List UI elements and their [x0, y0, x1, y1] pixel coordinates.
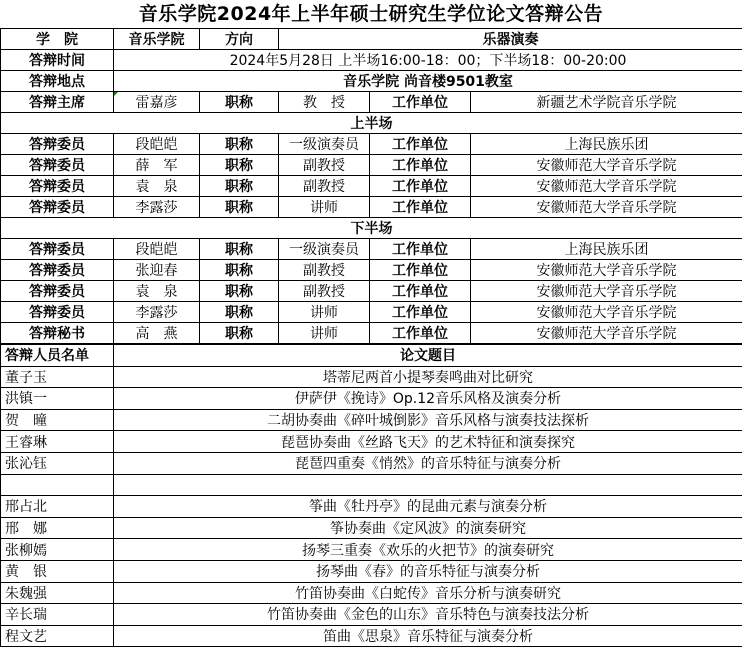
- member-unit-label: 工作单位: [370, 302, 471, 323]
- place-label: 答辩地点: [1, 71, 114, 92]
- thesis-topic: 伊萨伊《挽诗》Op.12音乐风格及演奏分析: [114, 388, 742, 410]
- student-name: 张沁钰: [1, 452, 114, 474]
- member-name: 张迎春: [114, 260, 200, 281]
- topics-heading: 论文题目: [114, 345, 742, 367]
- member-title: 副教授: [279, 260, 370, 281]
- thesis-topic: 扬琴三重奏《欢乐的火把节》的演奏研究: [114, 539, 742, 561]
- member-title: 一级演奏员: [279, 134, 370, 155]
- member-name: 李露莎: [114, 302, 200, 323]
- student-name: 黄 银: [1, 560, 114, 582]
- member-unit: 安徽师范大学音乐学院: [471, 260, 742, 281]
- member-unit: 上海民族乐团: [471, 134, 742, 155]
- student-name: 朱魏强: [1, 582, 114, 604]
- chair-unit-label: 工作单位: [370, 92, 471, 113]
- member-row: [1, 197, 742, 218]
- member-title: 副教授: [279, 155, 370, 176]
- session-heading: 上半场: [1, 113, 742, 134]
- student-name: 邢占北: [1, 496, 114, 518]
- thesis-row: [1, 560, 742, 582]
- thesis-topic: 筝协奏曲《定风波》的演奏研究: [114, 517, 742, 539]
- session-heading-row: [1, 218, 742, 239]
- member-unit-label: 工作单位: [370, 176, 471, 197]
- place-row: [1, 71, 742, 92]
- dept-label: 学 院: [1, 29, 114, 50]
- thesis-row: [1, 517, 742, 539]
- member-title-label: 职称: [200, 323, 279, 344]
- member-name: 袁 泉: [114, 176, 200, 197]
- thesis-topic: 二胡协奏曲《碎叶城倒影》音乐风格与演奏技法探析: [114, 409, 742, 431]
- member-role: 答辩委员: [1, 197, 114, 218]
- member-unit: 上海民族乐团: [471, 239, 742, 260]
- student-name: 董子玉: [1, 366, 114, 388]
- spacer-cell-left: [1, 474, 114, 496]
- time-value: 2024年5月28日 上半场16:00-18：00；下半场18：00-20:00: [114, 50, 742, 71]
- member-row: [1, 302, 742, 323]
- member-title: 讲师: [279, 302, 370, 323]
- thesis-topic: 扬琴曲《春》的音乐特征与演奏分析: [114, 560, 742, 582]
- student-name: 王睿琳: [1, 431, 114, 453]
- member-unit: 安徽师范大学音乐学院: [471, 155, 742, 176]
- member-row: [1, 176, 742, 197]
- member-title: 副教授: [279, 176, 370, 197]
- member-unit-label: 工作单位: [370, 281, 471, 302]
- chair-name: 雷嘉彦: [114, 92, 200, 113]
- thesis-row: [1, 625, 742, 647]
- member-name: 段皑皑: [114, 239, 200, 260]
- thesis-topic: 笛曲《思泉》音乐特征与演奏分析: [114, 625, 742, 647]
- member-role: 答辩委员: [1, 134, 114, 155]
- member-name: 薛 军: [114, 155, 200, 176]
- student-name: 邢 娜: [1, 517, 114, 539]
- member-role: 答辩委员: [1, 239, 114, 260]
- dept-row: [1, 29, 742, 50]
- thesis-topic: 塔蒂尼两首小提琴奏鸣曲对比研究: [114, 366, 742, 388]
- member-title: 一级演奏员: [279, 239, 370, 260]
- member-unit: 安徽师范大学音乐学院: [471, 197, 742, 218]
- member-unit: 安徽师范大学音乐学院: [471, 323, 742, 344]
- student-name: 贺 曈: [1, 409, 114, 431]
- thesis-row: [1, 409, 742, 431]
- thesis-topic: 筝曲《牡丹亭》的昆曲元素与演奏分析: [114, 496, 742, 518]
- member-name: 高 燕: [114, 323, 200, 344]
- member-role: 答辩委员: [1, 176, 114, 197]
- member-title: 讲师: [279, 197, 370, 218]
- member-unit: 安徽师范大学音乐学院: [471, 302, 742, 323]
- thesis-topic: 竹笛协奏曲《白蛇传》音乐分析与演奏研究: [114, 582, 742, 604]
- chair-title-label: 职称: [200, 92, 279, 113]
- committee-table: [0, 28, 742, 344]
- member-unit: 安徽师范大学音乐学院: [471, 176, 742, 197]
- member-name: 段皑皑: [114, 134, 200, 155]
- chair-unit: 新疆艺术学院音乐学院: [471, 92, 742, 113]
- member-role: 答辩委员: [1, 260, 114, 281]
- member-unit-label: 工作单位: [370, 323, 471, 344]
- thesis-row: [1, 496, 742, 518]
- member-row: [1, 155, 742, 176]
- member-unit-label: 工作单位: [370, 134, 471, 155]
- theses-table: [0, 344, 742, 647]
- time-label: 答辩时间: [1, 50, 114, 71]
- chair-row: [1, 92, 742, 113]
- direction-value: 乐器演奏: [279, 29, 742, 50]
- member-title-label: 职称: [200, 155, 279, 176]
- member-role: 答辩委员: [1, 281, 114, 302]
- student-name: 洪镇一: [1, 388, 114, 410]
- theses-header-row: [1, 345, 742, 367]
- spacer-row: [1, 474, 742, 496]
- member-unit-label: 工作单位: [370, 155, 471, 176]
- place-value: 音乐学院 尚音楼9501教室: [114, 71, 742, 92]
- member-name: 李露莎: [114, 197, 200, 218]
- member-row: [1, 323, 742, 344]
- member-role: 答辩秘书: [1, 323, 114, 344]
- student-name: 程文艺: [1, 625, 114, 647]
- page-title: 音乐学院2024年上半年硕士研究生学位论文答辩公告: [0, 0, 742, 28]
- thesis-topic: 琵琶协奏曲《丝路飞天》的艺术特征和演奏探究: [114, 431, 742, 453]
- member-title-label: 职称: [200, 134, 279, 155]
- member-title-label: 职称: [200, 197, 279, 218]
- thesis-row: [1, 431, 742, 453]
- chair-role: 答辩主席: [1, 92, 114, 113]
- member-title-label: 职称: [200, 281, 279, 302]
- member-name: 袁 泉: [114, 281, 200, 302]
- thesis-row: [1, 388, 742, 410]
- member-title: 副教授: [279, 281, 370, 302]
- member-row: [1, 239, 742, 260]
- dept-value: 音乐学院: [114, 29, 200, 50]
- time-row: [1, 50, 742, 71]
- member-title-label: 职称: [200, 176, 279, 197]
- thesis-topic: 竹笛协奏曲《金色的山东》音乐特色与演奏技法分析: [114, 604, 742, 626]
- student-name: 辛长瑞: [1, 604, 114, 626]
- member-row: [1, 260, 742, 281]
- spacer-cell-right: [114, 474, 742, 496]
- member-title-label: 职称: [200, 239, 279, 260]
- direction-label: 方向: [200, 29, 279, 50]
- thesis-row: [1, 452, 742, 474]
- student-name: 张柳嫣: [1, 539, 114, 561]
- member-unit-label: 工作单位: [370, 260, 471, 281]
- students-heading: 答辩人员名单: [1, 345, 114, 367]
- member-unit: 安徽师范大学音乐学院: [471, 281, 742, 302]
- thesis-topic: 琵琶四重奏《悄然》的音乐特征与演奏分析: [114, 452, 742, 474]
- member-title: 讲师: [279, 323, 370, 344]
- member-title-label: 职称: [200, 260, 279, 281]
- member-role: 答辩委员: [1, 155, 114, 176]
- member-row: [1, 134, 742, 155]
- member-title-label: 职称: [200, 302, 279, 323]
- member-row: [1, 281, 742, 302]
- session-heading-row: [1, 113, 742, 134]
- session-heading: 下半场: [1, 218, 742, 239]
- thesis-row: [1, 539, 742, 561]
- member-unit-label: 工作单位: [370, 197, 471, 218]
- thesis-row: [1, 582, 742, 604]
- member-role: 答辩委员: [1, 302, 114, 323]
- thesis-row: [1, 366, 742, 388]
- chair-title: 教 授: [279, 92, 370, 113]
- member-unit-label: 工作单位: [370, 239, 471, 260]
